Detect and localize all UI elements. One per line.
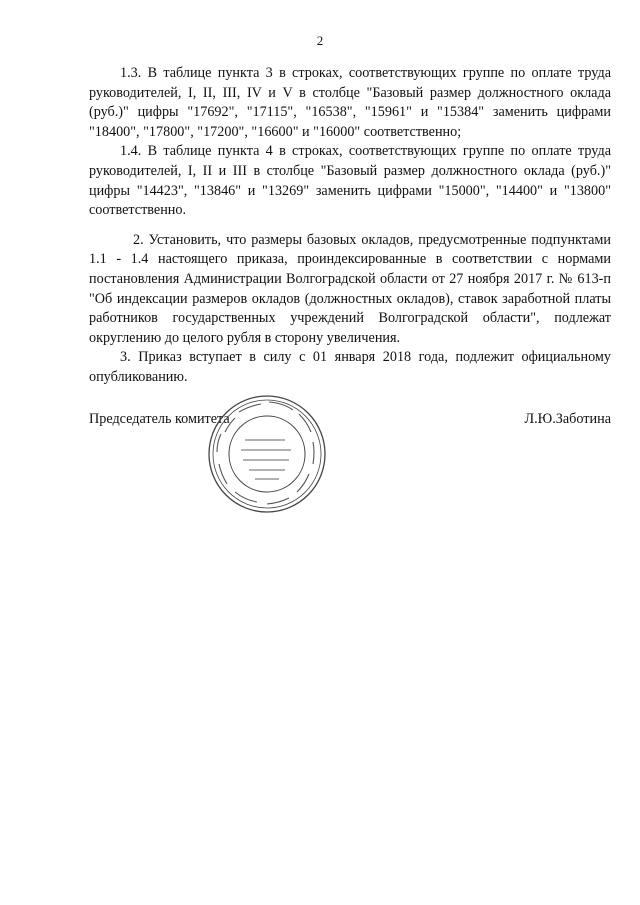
paragraph-1-3: 1.3. В таблице пункта 3 в строках, соответствующих группе по оплате труда руководителей, I, II, III, IV и V в столбце "Базовый размер должностного оклада (руб.)" цифры "17692", "17115", "16538", "15961" и "15384" заменить цифрами "18400", "17800", "17200", "16600" и "16000" соответственно; xyxy=(89,65,611,140)
paragraph-1-4: 1.4. В таблице пункта 4 в строках, соответствующих группе по оплате труда руководителей, I, II и III в столбце "Базовый размер должностного оклада (руб.)" цифры "14423", "13846" и "13269" заменить цифрами "15000", "14400" и "13800" соответственно. xyxy=(89,143,611,219)
page-number: 2 xyxy=(316,33,324,48)
signature-name: Л.Ю.Заботина xyxy=(524,411,611,427)
document-body xyxy=(89,64,611,388)
paragraph-3: 3. Приказ вступает в силу с 01 января 2018 года, подлежит официальному опубликованию. xyxy=(89,349,611,385)
signature-position: Председатель комитета xyxy=(89,411,230,427)
official-seal-stamp xyxy=(205,392,329,516)
paragraph-2: 2. Установить, что размеры базовых окладов, предусмотренные подпунктами 1.1 - 1.4 настоящего приказа, проиндексированные в соответствии с нормами постановления Администрации Волгоградской области от 27 ноября 2017 г. № 613-п "Об индексации размеров окладов (должностных окладов), ставок заработной платы работников государственных учреждений Волгоградской области", подлежат округлению до целого рубля в сторону увеличения. xyxy=(89,231,611,346)
signature-block xyxy=(89,410,611,430)
